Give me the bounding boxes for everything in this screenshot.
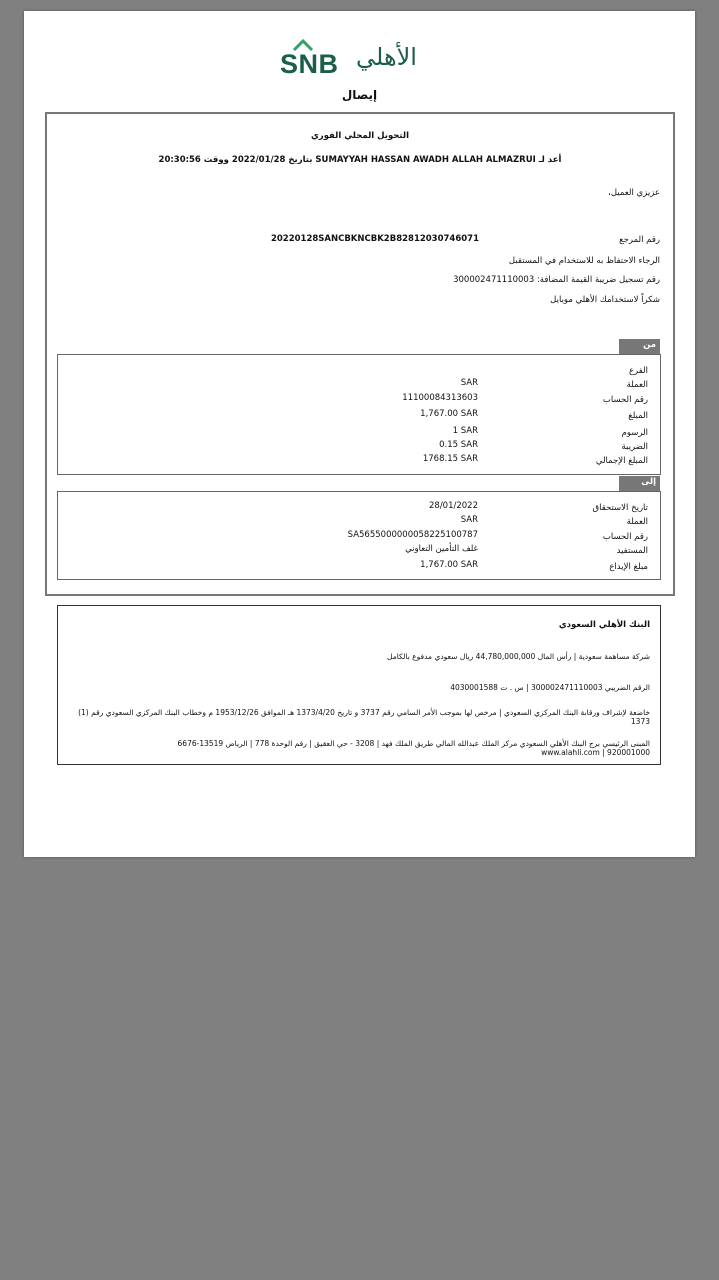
receipt-details-box xyxy=(45,112,675,596)
field-label: العملة xyxy=(626,380,648,390)
reference-value: 20220128SANCBKNCBK2B82812030746071 xyxy=(270,234,479,244)
footer-bank-name: البنك الأهلي السعودي xyxy=(558,620,650,630)
field-label: المستفيد xyxy=(616,546,648,556)
vat-line: رقم تسجيل ضريبة القيمة المضافة: 300002471110003 xyxy=(453,275,660,285)
field-label: المبلغ الإجمالي xyxy=(595,456,648,466)
field-label: الفرع xyxy=(628,366,648,376)
greeting: عزيزي العميل، xyxy=(608,188,660,198)
footer-contact: www.alahli.com | 920001000 xyxy=(541,748,650,757)
field-label: تاريخ الاستحقاق xyxy=(592,503,648,513)
footer-regulation: خاضعة لإشراف ورقابة البنك المركزي السعودي | مرخص لها بموجب الأمر السامي رقم 3737 و تاريخ 1373/4/20 هـ الموافق 1953/12/26 م وخطاب البنك المركزي السعودي رقم (1) 1373 xyxy=(78,708,650,726)
to-box xyxy=(57,491,661,580)
field-value: 28/01/2022 xyxy=(429,501,478,511)
field-label: الضريبة xyxy=(621,442,648,452)
field-label: رقم الحساب xyxy=(602,532,648,542)
reference-label: رقم المرجع xyxy=(619,235,660,245)
bank-footer xyxy=(57,605,661,765)
field-label: الرسوم xyxy=(621,428,648,438)
document-title: إيصال xyxy=(341,88,378,102)
footer-tax: الرقم الضريبي 300002471110003 | س . ت 4030001588 xyxy=(450,683,650,692)
snb-logo xyxy=(280,37,430,81)
issued-line: أعد لـ SUMAYYAH HASSAN AWADH ALLAH ALMAZRUI بتاريخ 2022/01/28 ووقت 20:30:56 xyxy=(158,155,562,165)
field-label: العملة xyxy=(626,517,648,527)
from-box xyxy=(57,354,661,475)
field-value: SAR xyxy=(460,515,478,525)
field-value: SA5655000000058225100787 xyxy=(347,530,478,540)
field-value: 11100084313603 xyxy=(402,393,478,403)
field-value: SAR xyxy=(460,378,478,388)
field-value: 1768.15 SAR xyxy=(422,454,478,464)
logo-latin: SNB xyxy=(280,49,339,79)
thanks-note: شكراً لاستخدامك الأهلي موبايل xyxy=(550,295,660,305)
receipt-page xyxy=(24,11,695,857)
field-label: مبلغ الإيداع xyxy=(609,562,648,572)
footer-capital: شركة مساهمة سعودية | رأس المال 44,780,000,000 ريال سعودي مدفوع بالكامل xyxy=(387,652,650,661)
field-label: رقم الحساب xyxy=(602,395,648,405)
field-value: غلف التأمين التعاوني xyxy=(405,544,478,554)
to-tab: إلى xyxy=(619,476,660,491)
field-value: 0.15 SAR xyxy=(439,440,478,450)
field-value: 1,767.00 SAR xyxy=(420,409,478,419)
field-value: 1,767.00 SAR xyxy=(420,560,478,570)
keep-note: الرجاء الاحتفاظ به للاستخدام في المستقبل xyxy=(508,256,660,266)
transfer-type: التحويل المحلي الفوري xyxy=(311,131,409,141)
from-tab: من xyxy=(619,339,660,354)
field-value: 1 SAR xyxy=(452,426,478,436)
logo-arabic: الأهلي xyxy=(356,43,417,71)
field-label: المبلغ xyxy=(628,411,648,421)
footer-address: المبنى الرئيسي برج البنك الأهلي السعودي مركز الملك عبدالله المالي طريق الملك فهد | 3208 - حي العقيق | رقم الوحدة 778 | الرياض 13519-6676 xyxy=(177,739,650,748)
